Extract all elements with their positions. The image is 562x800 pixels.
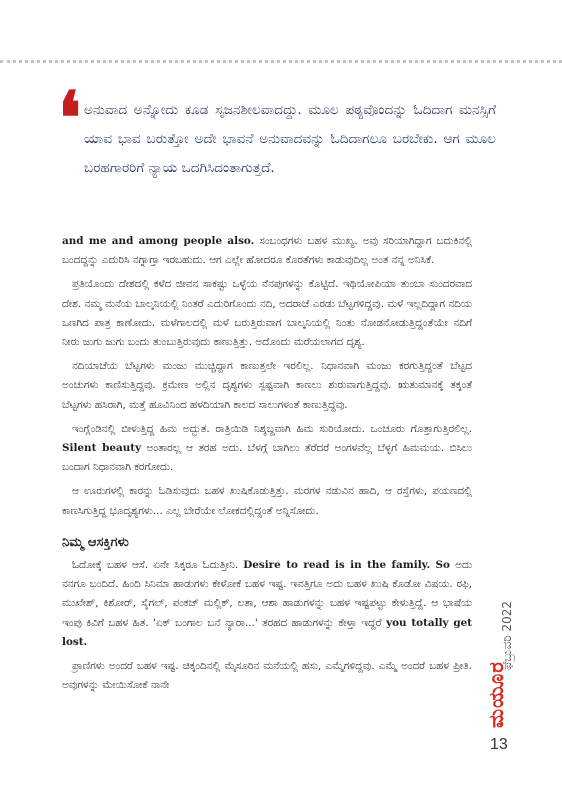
paragraph-text: ಓದೋಕ್ಕೆ ಬಹಳ ಆಸೆ. ಏನೇ ಸಿಕ್ಕರೂ ಓದುತ್ತೀನಿ. — [72, 559, 244, 572]
paragraph-text: ಅದು ನನಗೂ ಬಂದಿದೆ. ಹಿಂದಿ ಸಿನಿಮಾ ಹಾಡುಗಳು ಕೇಳೋಕೆ ಬಹಳ ಇಷ್ಟ. ಇವತ್ತಿಗೂ ಅದು ಬಹಳ ಖುಷಿ ಕೊಡೋ ವಿಷಯ. ರಫಿ, ಮುಖೇಶ್, ಕಿಶೋರ್, ಸೈಗಲ್, ಪಂಕಜ್ ಮಲ್ಲಿಕ್, ಲತಾ, ಆಶಾ ಹಾಡುಗಳನ್ನು ಬಹಳ ಇಷ್ಟಪಟ್ಟು ಕೇಳುತ್ತಿದ್ದೆ. ಆ ಭಾಷೆಯ ಇಂಪು ಕಿವಿಗೆ ಬಹಳ ಹಿತ. 'ಏಕ್ ಬಂಗಾಲ ಬನೆ ನ್ಯಾರಾ...' ತರಹದ ಹಾಡುಗಳನ್ನು ಕೇಳ್ತಾ ಇದ್ದರೆ — [62, 559, 473, 629]
paragraph: ಆ ಊರುಗಳಲ್ಲಿ ಕಾರನ್ನು ಓಡಿಸುವುದು ಬಹಳ ಖುಷಿಕೊಡುತ್ತಿತ್ತು. ಮರಗಳ ನಡುವಿನ ಹಾದಿ, ಆ ರಸ್ತೆಗಳು, ಪಯಣದಲ್ಲಿ ಕಾಣಸಿಗುತ್ತಿದ್ದ ಭೂದೃಶ್ಯಗಳು... ಎಲ್ಲ ಬೇರೆಯೇ ಲೋಕದಲ್ಲಿದ್ದಂತೆ ಅನ್ನಿಸೋದು. — [62, 485, 472, 517]
magazine-logo: ಮಯೂರ — [484, 661, 508, 728]
page-number: 13 — [490, 736, 508, 753]
article-body — [62, 232, 472, 700]
quote-mark-icon: ❛ — [58, 75, 82, 160]
english-phrase: you totally get lost. — [62, 616, 472, 648]
paragraph-text: ಅಂತಾರಲ್ಲ ಆ ತರಹ ಅದು. ಬೆಳಗ್ಗೆ ಬಾಗಿಲು ತೆರೆದರೆ ಅಂಗಳವೆಲ್ಲ ಬೆಳ್ಳಗೆ ಹಿಮಮಯ. ಬಿಸಿಲು ಬಂದಾಗ ನಿಧಾನವಾಗಿ ಕರಗೋದು. — [62, 442, 472, 474]
english-phrase: Silent beauty — [62, 442, 142, 455]
paragraph-text: ಇಂಗ್ಲೆಂಡಿನಲ್ಲಿ ಬೀಳುತ್ತಿದ್ದ ಹಿಮ ಅದ್ಭುತ. ರಾತ್ರಿಯಿಡಿ ನಿಶ್ಶಬ್ದವಾಗಿ ಹಿಮ ಸುರಿಯೋದು. ಒಂಚೂರು ಗೊತ್ತಾಗುತ್ತಿರಲಿಲ್ಲ. — [72, 422, 472, 435]
pull-quote: ಅನುವಾದ ಅನ್ನೋದು ಕೂಡ ಸೃಜನಶೀಲವಾದದ್ದು. ಮೂಲ ಪಠ್ಯವೊಂದನ್ನು ಓದಿದಾಗ ಮನಸ್ಸಿಗೆ ಯಾವ ಭಾವ ಬರುತ್ತೋ ಅದೇ ಭಾವನೆ ಅನುವಾದವನ್ನು ಓದಿದಾಗಲೂ ಬರಬೇಕು. ಆಗ ಮೂಲ ಬರಹಗಾರರಿಗೆ ನ್ಯಾಯ ಒದಗಿಸಿದಂತಾಗುತ್ತದೆ. — [84, 102, 496, 176]
paragraph — [62, 420, 472, 478]
paragraph — [62, 232, 472, 270]
paragraph: ನದಿಯಾಚೆಯ ಬೆಟ್ಟಗಳು ಮಂಜು ಮುಚ್ಚಿದ್ದಾಗ ಕಾಣುತ್ತಲೇ ಇರಲಿಲ್ಲ. ನಿಧಾನವಾಗಿ ಮಂಜು ಕರಗುತ್ತಿದ್ದಂತೆ ಬೆಟ್ಟದ ಅಂಚುಗಳು ಕಾಣಿಸುತ್ತಿದ್ದವು. ಕ್ರಮೇಣ ಅಲ್ಲಿನ ದೃಶ್ಯಗಳು ಸ್ಪಷ್ಟವಾಗಿ ಕಾಣಲು ಶುರುವಾಗುತ್ತಿದ್ದವು. ಋತುಮಾನಕ್ಕೆ ತಕ್ಕಂತೆ ಬೆಟ್ಟಗಳು ಹಸಿರಾಗಿ, ಮತ್ತೆ ಹೂವಿನಿಂದ ಹಳದಿಯಾಗಿ ಕಾಲದ ಸಾಲುಗಳಂತೆ ಕಾಣುತ್ತಿದ್ದವು. — [62, 360, 472, 411]
issue-date: ಫೆಬ್ರುವರಿ 2022 — [500, 600, 514, 670]
section-heading: ನಿಮ್ಮ ಆಸಕ್ತಿಗಳು — [62, 534, 129, 550]
paragraph — [62, 556, 472, 652]
paragraph: ಪ್ರತಿಯೊಂದು ದೇಶದಲ್ಲಿ ಕಳೆದ ಜೀವನ ಸಾಕಷ್ಟು ಒಳ್ಳೆಯ ನೆನಪುಗಳನ್ನು ಕೊಟ್ಟಿದೆ. ಇಥಿಯೋಪಿಯಾ ತುಂಬಾ ಸುಂದರವಾದ ದೇಶ. ನಮ್ಮ ಮನೆಯ ಬಾಲ್ಕನಿಯಲ್ಲಿ ನಿಂತರೆ ಎದುರಿಗೊಂದು ನದಿ, ಅದರಾಚೆ ಎರಡು ಬೆಟ್ಟಗಳಿದ್ದವು. ಮಳೆ ಇಲ್ಲದಿದ್ದಾಗ ನದಿಯ ಒಣಗಿದ ಪಾತ್ರ ಕಾಣೋದು. ಮಳೆಗಾಲದಲ್ಲಿ ಮಳೆ ಬರುತ್ತಿರುವಾಗ ಬಾಲ್ಕನಿಯಲ್ಲಿ ನಿಂತು ನೋಡನೋಡುತ್ತಿದ್ದಂತೆಯೇ ನದಿಗೆ ನೀರು ಜುಗು ಜುಗು ಬಂದು ತುಂಬುತ್ತಿರುವುದು ಕಾಣುತ್ತಿತ್ತು. ಅದೊಂದು ಮರೆಯಲಾಗದ ದೃಶ್ಯ. — [62, 278, 472, 349]
english-phrase: Desire to read is in the family. So — [243, 559, 450, 572]
english-phrase: and me and among people also. — [62, 235, 255, 247]
paragraph-text: ಸಂಬಂಧಗಳು ಬಹಳ ಮುಖ್ಯ. ಅವು ಸರಿಯಾಗಿದ್ದಾಗ ಬದುಕಿನಲ್ಲಿ ಬಂದದ್ದನ್ನು ಎದುರಿಸಿ ನಗ್ನಾಗ್ತಾ ಇರಬಹುದು. ಆಗ ಎಲ್ಲೇ ಹೋದರೂ ಕೊರತೆಗಳು ಕಾಡುವುದಿಲ್ಲ ಅಂತ ನನ್ನ ಅನಿಸಿಕೆ. — [62, 235, 472, 267]
dotted-divider — [0, 60, 562, 63]
paragraph: ಪ್ರಾಣಿಗಳು ಅಂದರೆ ಬಹಳ ಇಷ್ಟ. ಚಿಕ್ಕಂದಿನಲ್ಲಿ ಮೈಸೂರಿನ ಮನೆಯಲ್ಲಿ ಹಸು, ಎಮ್ಮೆಗಳಿದ್ದವು. ಎಮ್ಮೆ ಅಂದರೆ ಬಹಳ ಪ್ರೀತಿ. ಅವುಗಳನ್ನು ಮೇಯಿಸೋಕೆ ನಾನೇ — [62, 660, 472, 692]
